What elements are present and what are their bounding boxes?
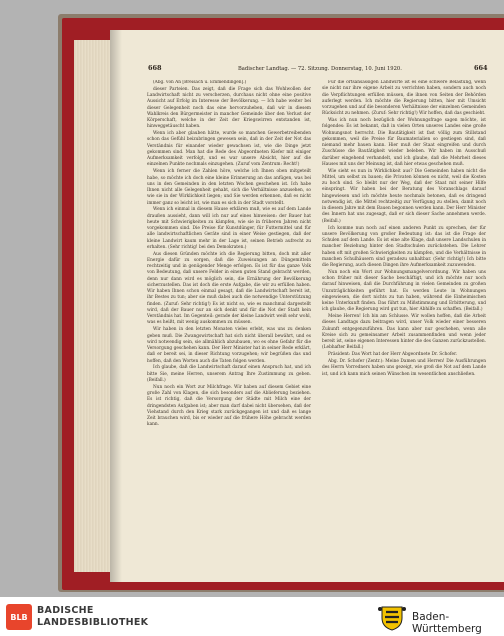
- left-page-number: 668: [148, 64, 162, 72]
- library-name-line2: LANDESBIBLIOTHEK: [37, 616, 149, 628]
- state-name[interactable]: Baden-Württemberg: [412, 611, 482, 635]
- left-paragraph: (Abg. von An [Breisach u. Emmendingen].): [153, 80, 247, 85]
- left-paragraph: Nun noch ein Wort zur Milchfrage. Wir haben auf diesem Gebiet eine große Zahl von Klagen, die sich besonders auf die Ablieferung beziehen. Es ist richtig, daß die Versorgung der Städte mit Milch eine der dringendsten Aufgaben ist; aber man darf dabei nicht übersehen, daß der Viehstand durch den Krieg stark zurückgegangen ist und daß es lange Zeit brauchen wird, bis er wieder auf die frühere Höhe gebracht werden kann.: [147, 384, 311, 428]
- left-paragraph: Ich glaube, daß die Landwirtschaft darauf einen Anspruch hat, und ich bitte Sie, meine Herren, unserem Antrag Ihre Zustimmung zu geben. (Beifall.): [147, 365, 311, 383]
- running-title: Badischer Landtag. — 72. Sitzung. Donnerstag, 10. Juni 1920.: [238, 66, 402, 72]
- right-page-number: 664: [474, 64, 488, 72]
- right-paragraph: Für die ortsansässigen Landwirte ist es eine schwere Belastung, wenn sie nicht nur ihre eigene Arbeit zu verrichten haben, sondern auch noch die Verpflichtungen erfüllen müssen, die ihnen von Seiten der Behörden auferlegt werden. Ich möchte die Regierung bitten, hier mit Umsicht vorzugehen und auf die besonderen Verhältnisse der einzelnen Gemeinden Rücksicht zu nehmen. (Zuruf: Sehr richtig!) Wir hoffen, daß das geschieht.: [322, 80, 486, 117]
- left-paragraph: Wenn ich einmal in diesem Hause erklären muß, wie es auf dem Lande draußen aussieht, dann will ich nur auf eines hinweisen: der Bauer hat heute mit Schwierigkeiten zu kämpfen, wie sie in früheren Jahren nicht vorgekommen sind. Die Preise für Kunstdünger, für Futtermittel und für alle landwirtschaftlichen Geräte sind in einer Weise gestiegen, daß der kleine Landwirt kaum mehr in der Lage ist, seinen Betrieb aufrecht zu erhalten. (Sehr richtig! bei den Demokraten.): [147, 207, 311, 250]
- right-paragraph: Präsident: Das Wort hat der Herr Abgeordnete Dr. Schofer.: [328, 352, 458, 358]
- left-text-column: [147, 80, 311, 570]
- left-paragraph: dieser Parteien. Das zeigt, daß die Frage sich das Wohlwollen der Landwirtschaft nicht zu verscherzen, durchaus nicht ohne eine positive Aussicht auf Erfolg im Interesse der Bevölkerung. — Ich habe weiter bei dieser Gelegenheit noch das eine hervorzuheben, daß wir in diesem Wahlkreis den Bürgermeister in mancher Gemeinde über den Verlust der Körperschaft, welche in der Zeit der Kriegswirren entstanden ist, hinweggetäuscht haben.: [147, 86, 311, 130]
- page-gutter-shadow: [110, 30, 122, 582]
- library-name[interactable]: [37, 605, 148, 628]
- left-paragraph: Aus diesen Gründen möchte ich die Regierung bitten, doch mit aller Energie dafür zu sorgen, daß die Zuweisungen an Düngemitteln rechtzeitig und in genügender Menge erfolgen. Es ist für das ganze Volk von Bedeutung, daß unsere Felder in einen guten Stand gebracht werden, denn nur dann wird es möglich sein, die Ernährung der Bevölkerung sicherzustellen. Das ist doch die erste Aufgabe, die wir zu erfüllen haben. Wir haben Ihnen schon einmal gesagt, daß die Landwirtschaft bereit ist, ihr Bestes zu tun; aber sie muß dabei auch die notwendige Unterstützung finden. (Zuruf: Sehr richtig!) Es ist nicht so, wie es manchmal dargestellt wird, daß der Bauer nur an sich denkt und für die Not der Stadt kein Verständnis hat. Im Gegenteil: gerade der kleine Landwirt weiß sehr wohl, was es heißt, mit wenig auskommen zu müssen.: [147, 251, 311, 326]
- left-paragraph: Wenn ich aber glauben hätte, wurde so manchen Gewerbetreibenden schon das Gefühl beizubringen gewesen sein, daß in der Zeit der Not das Verständnis für einander wieder gewachsen ist, wie die Dinge jetzt gekommen sind. Man hat die Rede des Abgeordneten Kiefer mit einiger Aufmerksamkeit verfolgt, und es war unsere Absicht, hier auf die einzelnen Punkte nochmals einzugehen. (Zuruf vom Zentrum: Recht!): [147, 131, 311, 168]
- right-paragraph: Meine Herren! Ich bin am Schlusse. Wir wollen hoffen, daß die Arbeit dieses Landtags dazu beitragen wird, unser Volk wieder einer besseren Zukunft entgegenzuführen. Das kann aber nur geschehen, wenn alle Kreise sich zu gemeinsamer Arbeit zusammenfinden und wenn jeder bereit ist, seine eigenen Interessen hinter die des Ganzen zurückzustellen. (Lebhafter Beifall.): [322, 314, 486, 351]
- library-name-line1: BADISCHE: [37, 605, 94, 616]
- right-paragraph: Abg. Dr. Schofer (Zentr.): Meine Damen und Herren! Die Ausführungen des Herrn Vorredners haben uns gezeigt, wie groß die Not auf dem Lande ist, und ich kann mich seinen Wünschen im wesentlichen anschließen.: [322, 359, 486, 377]
- right-paragraph: Ich komme nun noch auf einen anderen Punkt zu sprechen, der für unsere Bevölkerung von großer Bedeutung ist: das ist die Frage der Schulen auf dem Lande. Es ist eine alte Klage, daß unsere Landschulen in mancher Beziehung hinter den Stadtschulen zurückstehen. Die Lehrer haben oft mit großen Schwierigkeiten zu kämpfen, und die Verhältnisse in manchen Schulhäusern sind geradezu unhaltbar. (Sehr richtig!) Ich bitte die Regierung, auch diesen Dingen ihre Aufmerksamkeit zuzuwenden.: [322, 225, 486, 269]
- right-paragraph: Was ich nun noch bezüglich der Wohnungsfrage sagen möchte, ist folgendes: Es ist bekannt, daß in vielen Orten unseres Landes eine große Wohnungsnot herrscht. Die Bautätigkeit ist fast völlig zum Stillstand gekommen, weil die Preise für Baumaterialien so gestiegen sind, daß niemand mehr bauen kann. Hier muß der Staat eingreifen und durch Zuschüsse die Bautätigkeit wieder beleben. Wir haben im Ausschuß darüber eingehend verhandelt, und ich glaube, daß die Mehrheit dieses Hauses mit uns der Meinung ist, daß hier etwas geschehen muß.: [322, 118, 486, 167]
- right-paragraph: Nun noch ein Wort zur Wohnungsmangelverordnung. Wir haben uns schon früher mit dieser Sache beschäftigt, und ich möchte nur noch darauf hinweisen, daß die Durchführung in vielen Gemeinden zu großen Unzuträglichkeiten geführt hat. Es werden Leute in Wohnungen eingewiesen, die dort nichts zu tun haben, während die Einheimischen keine Unterkunft finden. Das führt zu Mißstimmung und Erbitterung, und ich glaube, die Regierung wird gut tun, hier Abhilfe zu schaffen. (Beifall.): [322, 269, 486, 313]
- left-paragraph: Wenn ich ferner die Zahlen höre, welche ich Ihnen oben mitgeteilt habe, so möchte ich doch eine kleine Erinnerung an das anfügen, was bei uns in den Gemeinden in den letzten Wochen geschehen ist. Ich habe Ihnen nicht alle Gelegenheit gehabt, sich die Verhältnisse anzusehen, so wie sie in der Wirklichkeit liegen; und Sie werden erkennen, daß es nicht immer ganz so leicht ist, wie man es sich in der Stadt vorstellt.: [147, 169, 311, 206]
- right-text-column: [322, 80, 486, 570]
- state-coat-of-arms-icon: [377, 603, 407, 631]
- right-paragraph: Wie sieht es nun in Wirklichkeit aus? Die Gemeinden haben nicht die Mittel, um selbst zu bauen; die Privaten können es nicht, weil die Kosten zu hoch sind. So bleibt nur der Weg, daß der Staat mit seiner Hilfe einspringt. Wir haben bei der Beratung des Voranschlags darauf hingewiesen und ich möchte heute nochmals betonen, daß es dringend notwendig ist, die Mittel rechtzeitig zur Verfügung zu stellen, damit noch in diesem Jahre mit dem Bauen begonnen werden kann. Der Herr Minister des Innern hat uns zugesagt, daß er sich dieser Sache annehmen werde. (Beifall.): [322, 168, 486, 224]
- left-paragraph: Wir haben in den letzten Monaten vieles erlebt, was uns zu denken geben muß. Die Zwangswirtschaft hat sich nicht überall bewährt, und es wird notwendig sein, sie allmählich abzubauen, wo es ohne Gefahr für die Versorgung geschehen kann. Der Herr Minister hat in seiner Rede erklärt, daß er bereit sei, in dieser Richtung vorzugehen; wir begrüßen das und hoffen, daß den Worten auch die Taten folgen werden.: [147, 327, 311, 364]
- blb-logo-icon[interactable]: BLB: [6, 604, 32, 630]
- page-edges: [74, 40, 114, 572]
